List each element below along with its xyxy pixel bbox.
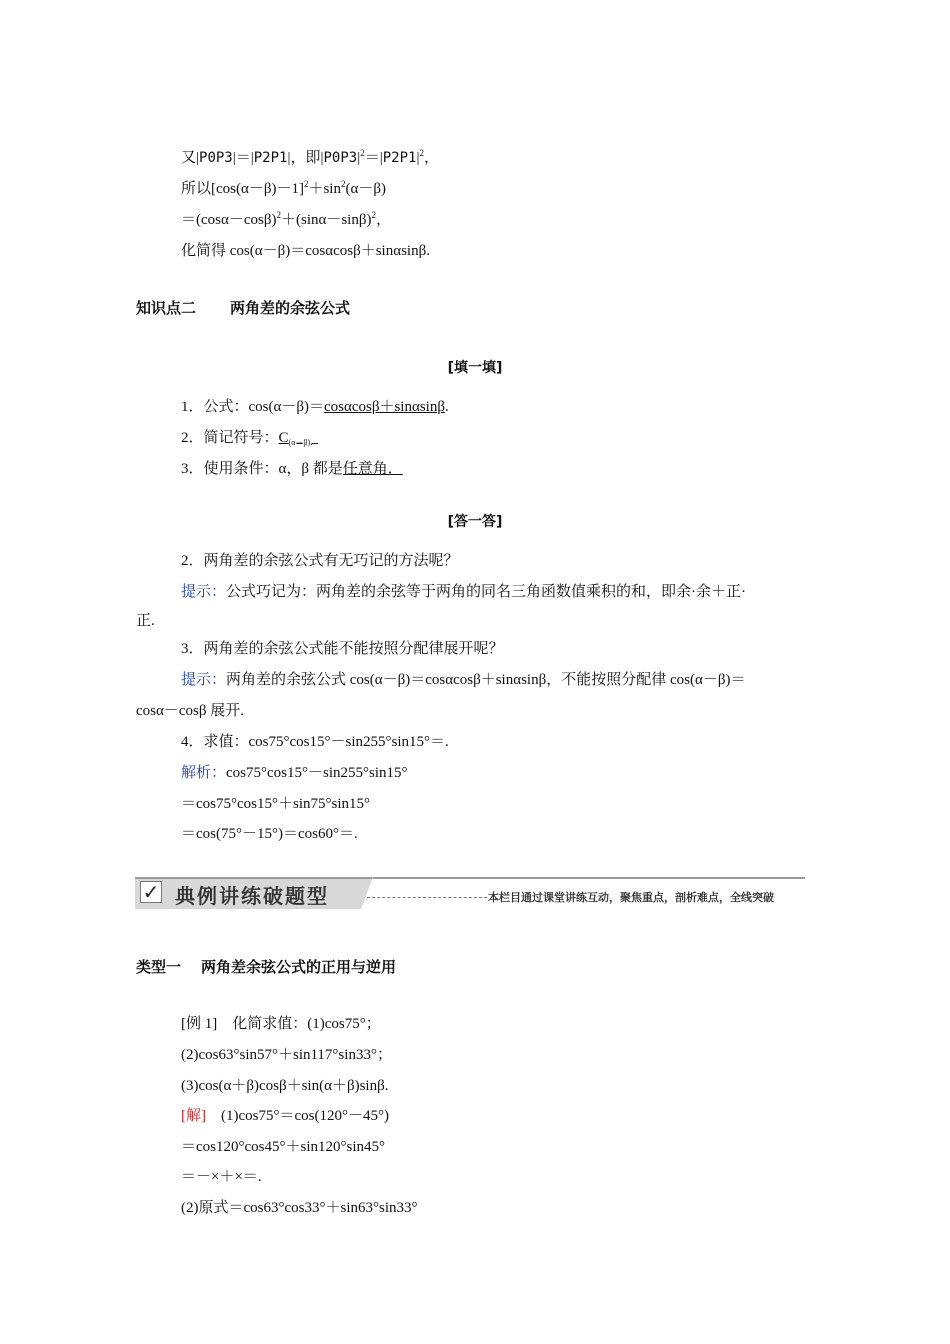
analysis-line-1 bbox=[181, 763, 408, 783]
solution-line-4: (2)原式＝cos63°cos33°＋sin63°sin33° bbox=[181, 1200, 418, 1216]
analysis-line-3: ＝cos(75°－15°)＝cos60°＝. bbox=[181, 826, 358, 842]
answer-2 bbox=[181, 582, 746, 602]
exponent: 2 bbox=[276, 210, 281, 220]
analysis-line-2: ＝cos75°cos15°＋sin75°sin15° bbox=[181, 796, 370, 812]
answer-3 bbox=[181, 670, 745, 690]
proof-line-4: 化简得 cos(α－β)＝cosαcosβ＋sinαsinβ. bbox=[181, 243, 430, 259]
banner-note: 本栏目通过课堂讲练互动，聚焦重点，剖析难点，全线突破 bbox=[488, 891, 774, 904]
text-segment: |＝| bbox=[232, 150, 254, 166]
underlined-answer: 任意角． bbox=[342, 461, 403, 477]
heading-title: 两角差的余弦公式 bbox=[230, 299, 351, 317]
example-line-1: [例 1] 化简求值：(1)cos75°； bbox=[181, 1016, 381, 1032]
solution-line-3: ＝－×＋×＝. bbox=[181, 1169, 262, 1185]
proof-line-1 bbox=[181, 148, 439, 168]
item-1 bbox=[181, 397, 449, 417]
solution-line-2: ＝cos120°cos45°＋sin120°sin45° bbox=[181, 1139, 385, 1155]
heading-label: 知识点二 bbox=[136, 299, 197, 317]
question-4: 4．求值：cos75°cos15°－sin255°sin15°＝. bbox=[181, 734, 449, 750]
exponent: 2 bbox=[360, 148, 365, 158]
text-segment: 两角差的余弦公式 cos(α－β)＝cosαcosβ＋sinαsinβ，不能按照分配律 cos(α－β)＝ bbox=[226, 672, 746, 688]
answer-2-cont: 正. bbox=[136, 613, 155, 629]
text-segment: 公式巧记为：两角差的余弦等于两角的同名三角函数值乘积的和，即余·余＋正· bbox=[226, 584, 747, 600]
section-heading bbox=[136, 298, 350, 318]
text-segment: (1)cos75°＝cos(120°－45°) bbox=[206, 1108, 389, 1124]
type-heading bbox=[136, 957, 396, 977]
item-3 bbox=[181, 459, 403, 479]
vector-label: P0P3 bbox=[199, 150, 233, 166]
exponent: 2 bbox=[419, 148, 424, 158]
text-segment: . bbox=[444, 399, 449, 415]
hint-label: 提示： bbox=[181, 584, 227, 600]
text-segment: ， bbox=[423, 150, 439, 166]
answer-3-cont: cosα－cosβ 展开. bbox=[136, 703, 244, 719]
underlined-answer: C bbox=[278, 430, 289, 446]
text-segment: | bbox=[416, 150, 420, 166]
question-3: 3．两角差的余弦公式能不能按照分配律展开呢？ bbox=[181, 641, 504, 657]
vector-label: P2P1 bbox=[382, 150, 417, 166]
solution-label: [解] bbox=[181, 1108, 206, 1124]
banner-dashed-line bbox=[367, 897, 487, 898]
subscript: (α－β)． bbox=[288, 438, 319, 447]
banner-rule bbox=[373, 877, 805, 879]
hint-label: 提示： bbox=[181, 672, 227, 688]
text-segment: 1．公式：cos(α－β)＝ bbox=[181, 399, 324, 415]
text-segment: ， bbox=[375, 212, 391, 228]
text-segment: |，即| bbox=[287, 150, 324, 166]
text-segment: 2．简记符号： bbox=[181, 430, 279, 446]
text-segment: ＋sin bbox=[308, 181, 341, 197]
banner-title: 典例讲练破题型 bbox=[175, 884, 329, 908]
exponent: 2 bbox=[371, 210, 376, 220]
text-segment: cos75°cos15°－sin255°sin15° bbox=[226, 765, 408, 781]
analysis-label: 解析： bbox=[181, 765, 227, 781]
question-2: 2．两角差的余弦公式有无巧记的方法呢？ bbox=[181, 553, 459, 569]
exponent: 2 bbox=[303, 179, 309, 189]
qa-title: [答一答] bbox=[447, 514, 503, 530]
example-line-3: (3)cos(α＋β)cosβ＋sin(α＋β)sinβ. bbox=[181, 1078, 389, 1094]
check-icon: ✓ bbox=[140, 881, 162, 903]
text-segment: 所以[cos(α－β)－1] bbox=[181, 181, 304, 197]
heading-label: 类型一 bbox=[136, 958, 182, 976]
example-line-2: (2)cos63°sin57°＋sin117°sin33°； bbox=[181, 1047, 392, 1063]
text-segment: (α－β) bbox=[345, 181, 386, 197]
item-2 bbox=[181, 428, 318, 448]
proof-line-2 bbox=[181, 179, 386, 199]
section-banner bbox=[135, 877, 805, 909]
exponent: 2 bbox=[340, 179, 346, 189]
heading-title: 两角差余弦公式的正用与逆用 bbox=[201, 958, 397, 976]
fill-title: [填一填] bbox=[447, 360, 503, 376]
text-segment: ＝| bbox=[364, 150, 383, 166]
proof-line-3 bbox=[181, 210, 391, 230]
text-segment: ＋(sinα－sinβ) bbox=[280, 212, 372, 228]
text-segment: ＝(cosα－cosβ) bbox=[181, 212, 277, 228]
text-segment: | bbox=[357, 150, 361, 166]
vector-label: P2P1 bbox=[253, 150, 288, 166]
text-segment: 3．使用条件：α，β 都是 bbox=[181, 461, 343, 477]
text-segment: 又| bbox=[181, 150, 200, 166]
vector-label: P0P3 bbox=[323, 150, 358, 166]
underlined-answer: cosαcosβ＋sinαsinβ bbox=[323, 399, 445, 415]
solution-line-1 bbox=[181, 1106, 389, 1126]
